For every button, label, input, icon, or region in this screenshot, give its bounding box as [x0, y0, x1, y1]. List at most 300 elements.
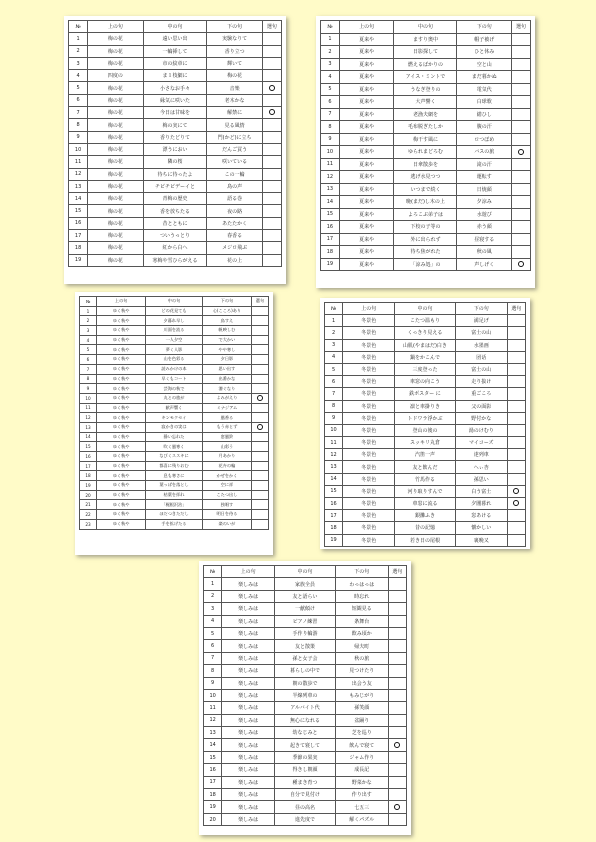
cell-lower-phrase: 帽子被げ [457, 33, 512, 46]
cell-selection [262, 107, 281, 119]
table-row [204, 689, 407, 701]
cell-number: 14 [69, 193, 88, 205]
cell-selection [251, 422, 268, 432]
cell-selection [251, 452, 268, 462]
cell-selection [262, 230, 281, 242]
table-row [321, 208, 531, 221]
table-row [325, 424, 526, 436]
cell-lower-phrase: あたたかく [207, 217, 262, 229]
cell-lower-phrase: 山彩う [202, 442, 251, 452]
table-row [321, 221, 531, 234]
table-row [80, 432, 269, 442]
cell-upper-phrase: 冬景色 [343, 315, 395, 327]
table-row [80, 306, 269, 316]
cell-lower-phrase: 見つけたり [335, 665, 388, 677]
cell-selection [262, 180, 281, 192]
cell-lower-phrase: 梅の花 [207, 70, 262, 82]
cell-upper-phrase: 冬景色 [343, 473, 395, 485]
haiku-table [203, 565, 407, 826]
cell-lower-phrase: へぃ杏 [455, 461, 507, 473]
header-row [204, 566, 407, 578]
haiku-table [68, 20, 282, 267]
cell-middle-phrase: どの花見ても [146, 306, 203, 316]
cell-upper-phrase: 冬景色 [343, 388, 395, 400]
cell-lower-phrase: 帰夫町 [335, 640, 388, 652]
cell-middle-phrase: 鉄ボスター に [395, 388, 455, 400]
cell-lower-phrase: 日焼顔 [457, 183, 512, 196]
cell-middle-phrase: いつまで続く [394, 183, 457, 196]
cell-number: 13 [69, 180, 88, 192]
cell-selection [388, 776, 406, 788]
table-row [69, 217, 282, 229]
cell-upper-phrase: ゆく秋や [97, 403, 146, 413]
cell-middle-phrase: 起きて寝して [275, 739, 336, 751]
cell-middle-phrase: キンモクセイ [146, 413, 203, 423]
cell-upper-phrase: 楽しみは [222, 789, 275, 801]
header-upper-phrase: 上の句 [343, 303, 395, 315]
cell-lower-phrase: ミナジアム [202, 403, 251, 413]
cell-selection [512, 33, 531, 46]
cell-selection [262, 131, 281, 143]
cell-middle-phrase: 無心になれる [275, 714, 336, 726]
cell-number: 10 [204, 689, 222, 701]
table-row [204, 615, 407, 627]
table-row [321, 121, 531, 134]
cell-upper-phrase: ゆく秋や [97, 519, 146, 529]
cell-selection [507, 363, 525, 375]
table-row [321, 196, 531, 209]
cell-lower-phrase: 帆映しむ [202, 326, 251, 336]
cell-selection [262, 119, 281, 131]
table-row [325, 449, 526, 461]
cell-upper-phrase: 梅の花 [88, 217, 143, 229]
table-row [325, 351, 526, 363]
cell-lower-phrase: 富士の山 [455, 327, 507, 339]
cell-selection [388, 590, 406, 602]
table-row [69, 254, 282, 266]
cell-selection [388, 727, 406, 739]
cell-upper-phrase: 楽しみは [222, 578, 275, 590]
header-middle-phrase: 中の句 [275, 566, 336, 578]
cell-selection [507, 534, 525, 546]
cell-selection [507, 388, 525, 400]
cell-number: 17 [321, 233, 340, 246]
cell-middle-phrase: 昔の記憶 [395, 522, 455, 534]
cell-upper-phrase: 夏来や [339, 58, 394, 71]
cell-upper-phrase: 楽しみは [222, 714, 275, 726]
cell-upper-phrase: ゆく秋や [97, 500, 146, 510]
cell-number: 11 [321, 158, 340, 171]
cell-upper-phrase: 梅の花 [88, 230, 143, 242]
cell-number: 5 [204, 627, 222, 639]
table-row [80, 481, 269, 491]
cell-upper-phrase: 梅の花 [88, 168, 143, 180]
cell-upper-phrase: 梅の花 [88, 82, 143, 94]
cell-number: 18 [69, 242, 88, 254]
cell-upper-phrase: 夏来や [339, 196, 394, 209]
cell-lower-phrase: 水墨画 [455, 339, 507, 351]
cell-lower-phrase: 時忘れ [335, 590, 388, 602]
cell-middle-phrase: 朝の散歩で [275, 677, 336, 689]
cell-middle-phrase: 大声響く [394, 96, 457, 109]
cell-number: 10 [69, 143, 88, 155]
table-row [69, 82, 282, 94]
cell-lower-phrase: 繕ひし [457, 108, 512, 121]
cell-upper-phrase: 楽しみは [222, 751, 275, 763]
header-upper-phrase: 上の句 [339, 21, 394, 34]
table-row [325, 437, 526, 449]
cell-upper-phrase: ゆく秋や [97, 306, 146, 316]
cell-number: 5 [321, 83, 340, 96]
cell-middle-phrase: 車窓の向こう [395, 376, 455, 388]
cell-middle-phrase: 一献傾け [275, 603, 336, 615]
cell-middle-phrase: 昼の高名 [275, 801, 336, 813]
cell-middle-phrase: 市の紋章に [143, 57, 207, 69]
cell-selection [251, 471, 268, 481]
cell-upper-phrase: 楽しみは [222, 640, 275, 652]
cell-upper-phrase: 楽しみは [222, 590, 275, 602]
cell-number: 11 [325, 437, 343, 449]
cell-lower-phrase: 鳥すえ [202, 316, 251, 326]
cell-selection [251, 519, 268, 529]
cell-selection [251, 355, 268, 365]
cell-selection [388, 677, 406, 689]
cell-selection [262, 94, 281, 106]
cell-middle-phrase: 手を拡げたる [146, 519, 203, 529]
cell-upper-phrase: 夏来や [339, 246, 394, 259]
selected-circle-mark [394, 804, 400, 810]
cell-selection [262, 45, 281, 57]
cell-number: 8 [69, 119, 88, 131]
cell-upper-phrase: ゆく秋や [97, 316, 146, 326]
table-row [321, 146, 531, 159]
cell-middle-phrase: 季節の果実 [275, 751, 336, 763]
cell-middle-phrase: 都喜に残りおむ [146, 461, 203, 471]
cell-lower-phrase: よみがえり [202, 393, 251, 403]
cell-number: 20 [80, 490, 97, 500]
table-row [321, 108, 531, 121]
cell-lower-phrase: 思い出す [202, 364, 251, 374]
cell-middle-phrase: 一人夕空 [146, 335, 203, 345]
cell-middle-phrase: 進先度で [275, 813, 336, 825]
cell-selection [251, 374, 268, 384]
header-no: № [321, 21, 340, 34]
table-row [69, 119, 282, 131]
cell-upper-phrase: 梅の花 [88, 45, 143, 57]
cell-upper-phrase: ゆく秋や [97, 374, 146, 384]
cell-upper-phrase: 冬景色 [343, 327, 395, 339]
cell-middle-phrase: 待ちに待ったよ [143, 168, 207, 180]
cell-selection [388, 603, 406, 615]
cell-middle-phrase: 自分で見付け [275, 789, 336, 801]
cell-middle-phrase: 若き日の尾根 [395, 534, 455, 546]
cell-selection [388, 652, 406, 664]
table-row [69, 131, 282, 143]
cell-selection [262, 168, 281, 180]
selected-circle-mark [518, 149, 524, 155]
cell-upper-phrase: 冬景色 [343, 351, 395, 363]
cell-selection [512, 221, 531, 234]
cell-number: 4 [80, 335, 97, 345]
selected-circle-mark [518, 261, 524, 267]
cell-lower-phrase: 空に祥 [202, 481, 251, 491]
cell-selection [507, 485, 525, 497]
cell-number: 19 [69, 254, 88, 266]
header-selection: 選句 [507, 303, 525, 315]
cell-number: 13 [321, 183, 340, 196]
cell-middle-phrase: 枯葉を拝れ [146, 490, 203, 500]
cell-middle-phrase: 友と飲んだ [395, 461, 455, 473]
cell-selection [512, 108, 531, 121]
cell-middle-phrase: 銀灘ふき [395, 510, 455, 522]
cell-lower-phrase: 夕闇暮れ [455, 498, 507, 510]
table-row [204, 714, 407, 726]
table-row [80, 471, 269, 481]
cell-middle-phrase: 手作り輪游 [275, 627, 336, 639]
cell-selection [507, 327, 525, 339]
cell-upper-phrase: 楽しみは [222, 652, 275, 664]
cell-selection [251, 413, 268, 423]
cell-middle-phrase: 待ち焦がれた [394, 246, 457, 259]
cell-selection [512, 71, 531, 84]
table-row [321, 133, 531, 146]
table-row [80, 413, 269, 423]
cell-middle-phrase: ま１枝細に [143, 70, 207, 82]
table-row [204, 677, 407, 689]
cell-middle-phrase: 早くもコート [146, 374, 203, 384]
cell-lower-phrase: 白球歌 [457, 96, 512, 109]
cell-selection [507, 510, 525, 522]
cell-selection [251, 384, 268, 394]
cell-selection [388, 627, 406, 639]
cell-upper-phrase: ゆく秋や [97, 510, 146, 520]
selected-circle-mark [513, 500, 519, 506]
cell-middle-phrase: 友と散策 [275, 640, 336, 652]
cell-selection [507, 376, 525, 388]
cell-middle-phrase: 暮らしの中で [275, 665, 336, 677]
table-row [69, 193, 282, 205]
cell-number: 16 [204, 764, 222, 776]
cell-number: 7 [321, 108, 340, 121]
cell-selection [251, 393, 268, 403]
cell-middle-phrase: ほだつきただし [146, 510, 203, 520]
cell-number: 9 [80, 384, 97, 394]
cell-middle-phrase: ピアノ練習 [275, 615, 336, 627]
cell-middle-phrase: 献声響く [146, 403, 203, 413]
cell-upper-phrase: ゆく秋や [97, 384, 146, 394]
cell-upper-phrase: 梅の花 [88, 156, 143, 168]
cell-lower-phrase: 湯のけむり [455, 424, 507, 436]
cell-upper-phrase: ゆく秋や [97, 432, 146, 442]
cell-number: 3 [321, 58, 340, 71]
cell-lower-phrase: この一輪 [207, 168, 262, 180]
cell-lower-phrase: 重ごころ [455, 388, 507, 400]
cell-number: 12 [204, 714, 222, 726]
cell-upper-phrase: ゆく秋や [97, 393, 146, 403]
cell-middle-phrase: ついうっとり [143, 230, 207, 242]
cell-middle-phrase: 息も寒さに [146, 471, 203, 481]
haiku-table [79, 296, 269, 530]
cell-number: 10 [325, 424, 343, 436]
cell-lower-phrase: 父の面影 [455, 400, 507, 412]
table-row [204, 627, 407, 639]
cell-number: 6 [204, 640, 222, 652]
cell-number: 11 [204, 702, 222, 714]
table-row [69, 33, 282, 45]
cell-upper-phrase: 梅の花 [88, 143, 143, 155]
selected-circle-mark [513, 488, 519, 494]
cell-selection [512, 196, 531, 209]
cell-number: 2 [80, 316, 97, 326]
table-row [204, 652, 407, 664]
cell-number: 19 [325, 534, 343, 546]
table-row [204, 702, 407, 714]
cell-lower-phrase: 孫笑顔 [335, 702, 388, 714]
cell-number: 5 [80, 345, 97, 355]
cell-upper-phrase: 夏来や [339, 71, 394, 84]
table-row [80, 384, 269, 394]
cell-upper-phrase: ゆく秋や [97, 490, 146, 500]
cell-number: 12 [325, 449, 343, 461]
haiku-table-tanoshimi [199, 561, 411, 835]
cell-selection [512, 83, 531, 96]
selected-circle-mark [269, 109, 275, 115]
table-row [80, 510, 269, 520]
cell-middle-phrase: 川面を流る [146, 326, 203, 336]
cell-number: 15 [80, 442, 97, 452]
cell-middle-phrase: 香りたどりて [143, 131, 207, 143]
cell-upper-phrase: 夏来や [339, 208, 394, 221]
cell-selection [251, 461, 268, 471]
cell-upper-phrase: ゆく秋や [97, 452, 146, 462]
cell-upper-phrase: 冬景色 [343, 461, 395, 473]
cell-number: 2 [204, 590, 222, 602]
cell-number: 13 [204, 727, 222, 739]
cell-selection [388, 578, 406, 590]
cell-lower-phrase: ロつぼめ [457, 133, 512, 146]
header-no: № [80, 297, 97, 307]
cell-middle-phrase: 梅干す風に [394, 133, 457, 146]
cell-middle-phrase: 丸との旅が [146, 393, 203, 403]
haiku-table [320, 20, 531, 271]
table-row [204, 739, 407, 751]
cell-lower-phrase: 咲いている [207, 156, 262, 168]
cell-lower-phrase: 富士の山 [455, 363, 507, 375]
table-row [69, 45, 282, 57]
cell-upper-phrase: 夏来や [339, 33, 394, 46]
header-row [321, 21, 531, 34]
cell-selection [388, 689, 406, 701]
header-middle-phrase: 中の句 [146, 297, 203, 307]
table-row [325, 510, 526, 522]
cell-lower-phrase: 赤う顔 [457, 221, 512, 234]
cell-lower-phrase: 夜の路 [207, 205, 262, 217]
cell-lower-phrase: 飲み頃か [335, 627, 388, 639]
cell-middle-phrase: 燃えるばかりの [394, 58, 457, 71]
cell-number: 1 [204, 578, 222, 590]
selected-circle-mark [394, 742, 400, 748]
table-row [204, 801, 407, 813]
cell-number: 16 [80, 452, 97, 462]
cell-selection [262, 57, 281, 69]
cell-selection [512, 133, 531, 146]
cell-middle-phrase: 晩(まだ)し木の上 [394, 196, 457, 209]
cell-upper-phrase: 梅の花 [88, 242, 143, 254]
cell-middle-phrase: 一輪挿して [143, 45, 207, 57]
header-lower-phrase: 下の句 [207, 21, 262, 33]
cell-number: 14 [80, 432, 97, 442]
cell-upper-phrase: 夏来や [339, 221, 394, 234]
cell-middle-phrase: 日傘散歩を [394, 158, 457, 171]
cell-number: 20 [204, 813, 222, 825]
cell-selection [388, 714, 406, 726]
table-row [325, 473, 526, 485]
cell-lower-phrase: 飲んで寝て [335, 739, 388, 751]
table-row [80, 316, 269, 326]
cell-middle-phrase: 小さなお手々 [143, 82, 207, 94]
cell-number: 18 [321, 246, 340, 259]
cell-number: 13 [80, 422, 97, 432]
cell-number: 21 [80, 500, 97, 510]
table-row [204, 789, 407, 801]
cell-number: 3 [204, 603, 222, 615]
cell-selection [388, 789, 406, 801]
cell-lower-phrase: マイコーズ [455, 437, 507, 449]
cell-middle-phrase: アルバイト代 [275, 702, 336, 714]
cell-selection [251, 481, 268, 491]
cell-upper-phrase: ゆく秋や [97, 335, 146, 345]
table-row [321, 246, 531, 259]
cell-lower-phrase: 短観見る [335, 603, 388, 615]
cell-selection [507, 498, 525, 510]
table-row [325, 388, 526, 400]
cell-upper-phrase: 夏来や [339, 121, 394, 134]
cell-lower-phrase: 輝いて [207, 57, 262, 69]
cell-lower-phrase: 花卉の輪 [202, 461, 251, 471]
cell-upper-phrase: 冬景色 [343, 485, 395, 497]
cell-number: 8 [80, 374, 97, 384]
cell-upper-phrase: 冬景色 [343, 339, 395, 351]
header-lower-phrase: 下の句 [455, 303, 507, 315]
cell-upper-phrase: 夏来や [339, 46, 394, 59]
cell-selection [512, 146, 531, 159]
table-row [325, 461, 526, 473]
cell-selection [251, 364, 268, 374]
cell-upper-phrase: ゆく秋や [97, 471, 146, 481]
cell-middle-phrase: 家族全員 [275, 578, 336, 590]
cell-middle-phrase: 「梶根沢治」 [146, 500, 203, 510]
cell-middle-phrase: アイス・ミントで [394, 71, 457, 84]
table-row [325, 485, 526, 497]
cell-lower-phrase: 野菜かな [335, 776, 388, 788]
cell-upper-phrase: 楽しみは [222, 801, 275, 813]
cell-number: 17 [325, 510, 343, 522]
cell-lower-phrase: 実験なりて [207, 33, 262, 45]
cell-lower-phrase: 条舞台 [335, 615, 388, 627]
cell-middle-phrase: 山肌(やまはだ)白き [395, 339, 455, 351]
cell-selection [251, 306, 268, 316]
haiku-table-fuyu [320, 298, 530, 549]
cell-middle-phrase: 梅の実にて [143, 119, 207, 131]
cell-lower-phrase: 出番かな [202, 374, 251, 384]
cell-lower-phrase: 明日を待る [202, 510, 251, 520]
cell-lower-phrase: もみじがり [335, 689, 388, 701]
cell-selection [388, 640, 406, 652]
cell-selection [507, 412, 525, 424]
cell-lower-phrase: 老木かな [207, 94, 262, 106]
cell-number: 1 [80, 306, 97, 316]
header-row [325, 303, 526, 315]
